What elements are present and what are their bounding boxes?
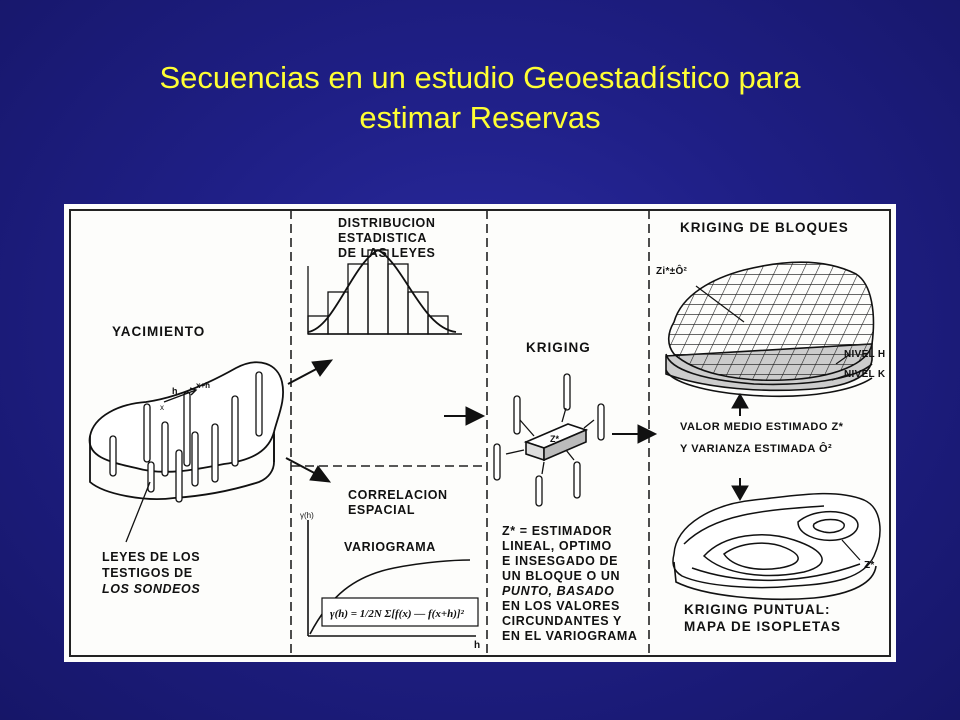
distribucion-label-2: ESTADISTICA [338,231,428,245]
zi-estimate-label: Zi*±Ô² [656,266,688,277]
yacimiento-label: YACIMIENTO [112,324,206,339]
estimator-line-7: CIRCUNDANTES Y [502,614,622,628]
block-zstar-label: Z* [550,434,559,444]
estimator-line-3: E INSESGADO DE [502,554,619,568]
leyes-label-2: TESTIGOS DE [102,566,193,580]
isopleth-map [673,494,880,600]
correlacion-label-2: ESPACIAL [348,503,416,517]
valor-medio-label: VALOR MEDIO ESTIMADO Z* [680,421,844,433]
h-vector-label: h [172,386,178,396]
kriging-puntual-label-2: MAPA DE ISOPLETAS [684,619,842,634]
estimator-line-8: EN EL VARIOGRAMA [502,629,638,643]
variogram-formula: γ(h) = 1/2N Σ[f(x) — f(x+h)]² [330,608,464,620]
leyes-label-1: LEYES DE LOS [102,550,201,564]
slide-title [60,58,900,138]
estimator-line-4: UN BLOQUE O UN [502,569,621,583]
estimator-line-2: LINEAL, OPTIMO [502,539,612,553]
gamma-axis-label: γ(h) [300,511,314,520]
histogram [308,250,462,334]
variograma-label: VARIOGRAMA [344,540,436,554]
geostatistics-figure [64,204,896,662]
h-axis-label: h [474,640,481,651]
x-label: x [160,403,164,412]
distribucion-label-1: DISTRIBUCION [338,216,436,230]
leyes-label-3: LOS SONDEOS [102,582,201,596]
kriging-label: KRIGING [526,340,591,355]
title-line-2: estimar Reservas [359,100,601,135]
leyes-pointer [126,482,150,542]
nivel-k-label: NIVEL K [844,369,886,380]
kriging-puntual-label-1: KRIGING PUNTUAL: [684,602,831,617]
kriging-bloques-label: KRIGING DE BLOQUES [680,220,849,235]
estimator-line-1: Z* = ESTIMADOR [502,524,613,538]
title-line-1: Secuencias en un estudio Geoestadístico para [159,60,801,95]
xh-label: x+h [196,381,211,390]
map-zstar-label: Z* [864,560,875,571]
estimator-line-5: PUNTO, BASADO [502,584,615,598]
varianza-label: Y VARIANZA ESTIMADA Ô² [680,443,833,455]
correlacion-label-1: CORRELACION [348,488,448,502]
distribucion-label-3: DE LAS LEYES [338,246,436,260]
nivel-h-label: NIVEL H [844,349,886,360]
estimator-line-6: EN LOS VALORES [502,599,620,613]
block-kriging-slab [666,262,873,396]
